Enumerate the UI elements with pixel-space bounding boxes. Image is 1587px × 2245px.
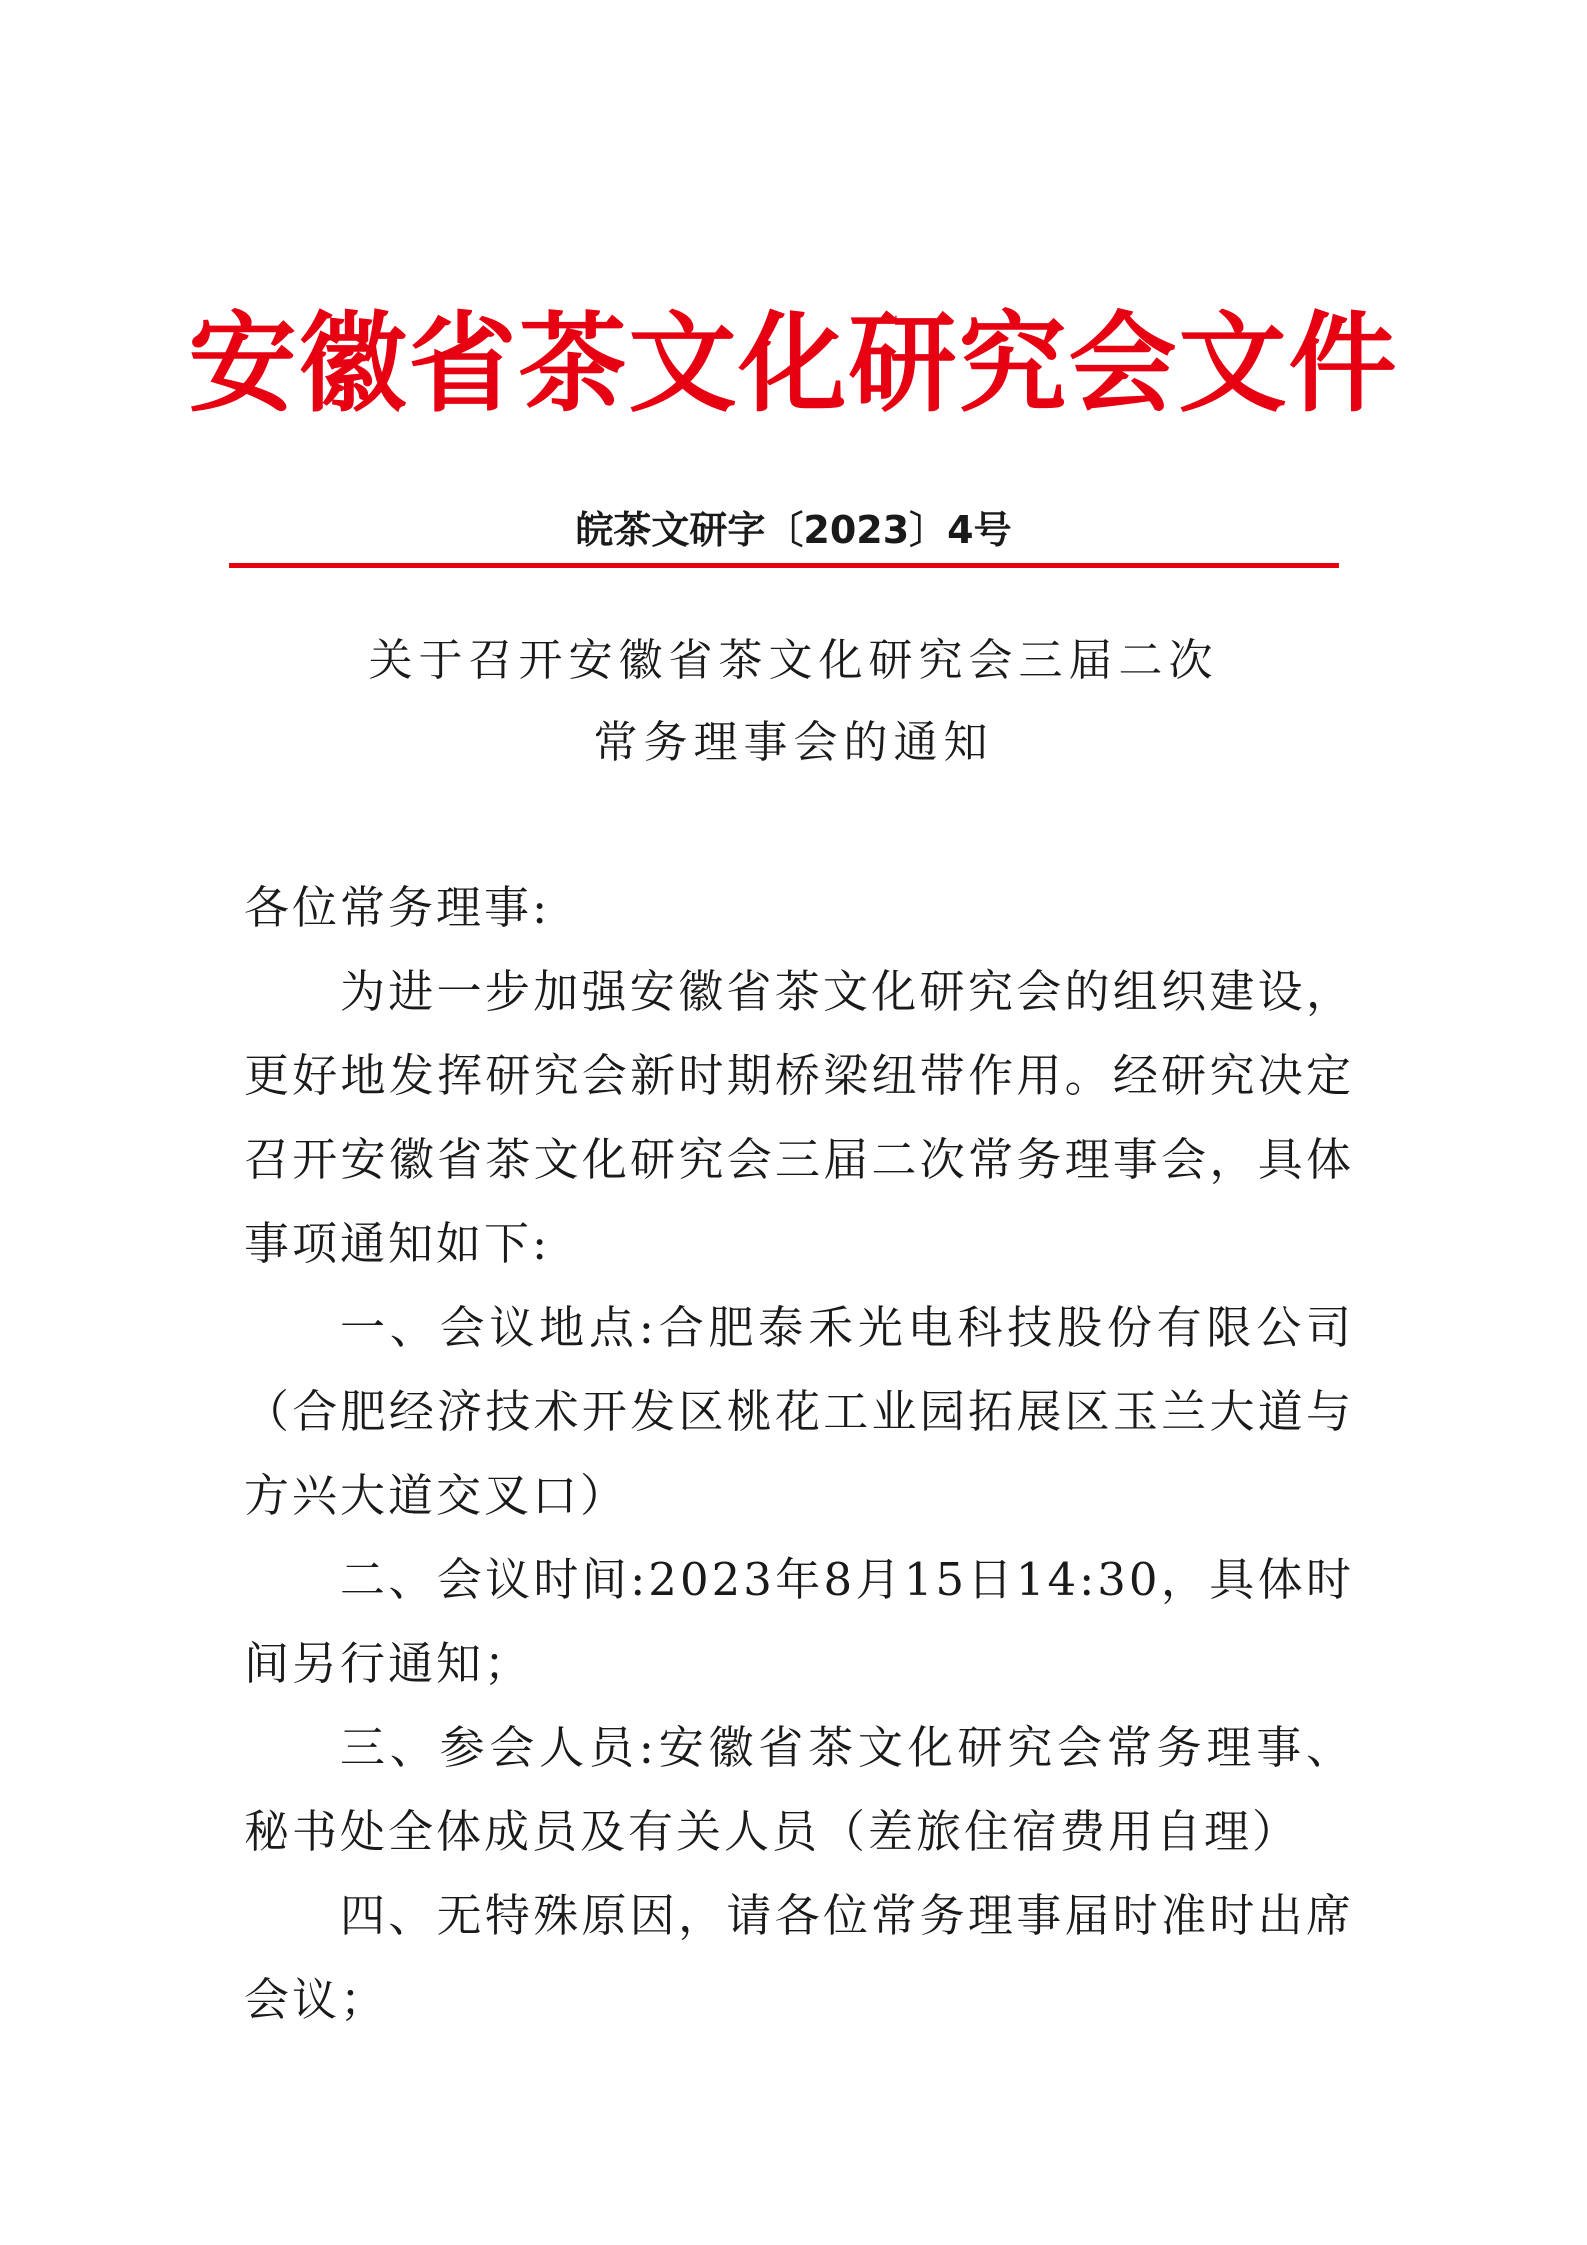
paragraph-attendance-note: 四、无特殊原因，请各位常务理事届时准时出席会议； (244, 1889, 1354, 2026)
notice-title-line-1: 关于召开安徽省茶文化研究会三届二次 (368, 635, 1219, 686)
red-divider-line (229, 563, 1339, 568)
paragraph-time: 二、会议时间:2023年8月15日14:30，具体时间另行通知； (244, 1553, 1354, 1690)
salutation: 各位常务理事: (244, 881, 551, 934)
notice-body (244, 866, 1354, 2042)
paragraph-location: 一、会议地点:合肥泰禾光电科技股份有限公司（合肥经济技术开发区桃花工业园拓展区玉兰大道与方兴大道交叉口） (244, 1301, 1354, 1522)
notice-title (0, 620, 1587, 784)
document-number: 皖茶文研字〔2023〕4号 (575, 508, 1012, 552)
notice-title-line-2: 常务理事会的通知 (593, 717, 994, 768)
paragraph-attendees: 三、参会人员:安徽省茶文化研究会常务理事、秘书处全体成员及有关人员（差旅住宿费用自理） (244, 1721, 1354, 1858)
masthead-title: 安徽省茶文化研究会文件 (188, 302, 1399, 427)
paragraph-intro: 为进一步加强安徽省茶文化研究会的组织建设，更好地发挥研究会新时期桥梁纽带作用。经研究决定召开安徽省茶文化研究会三届二次常务理事会，具体事项通知如下: (244, 965, 1354, 1270)
